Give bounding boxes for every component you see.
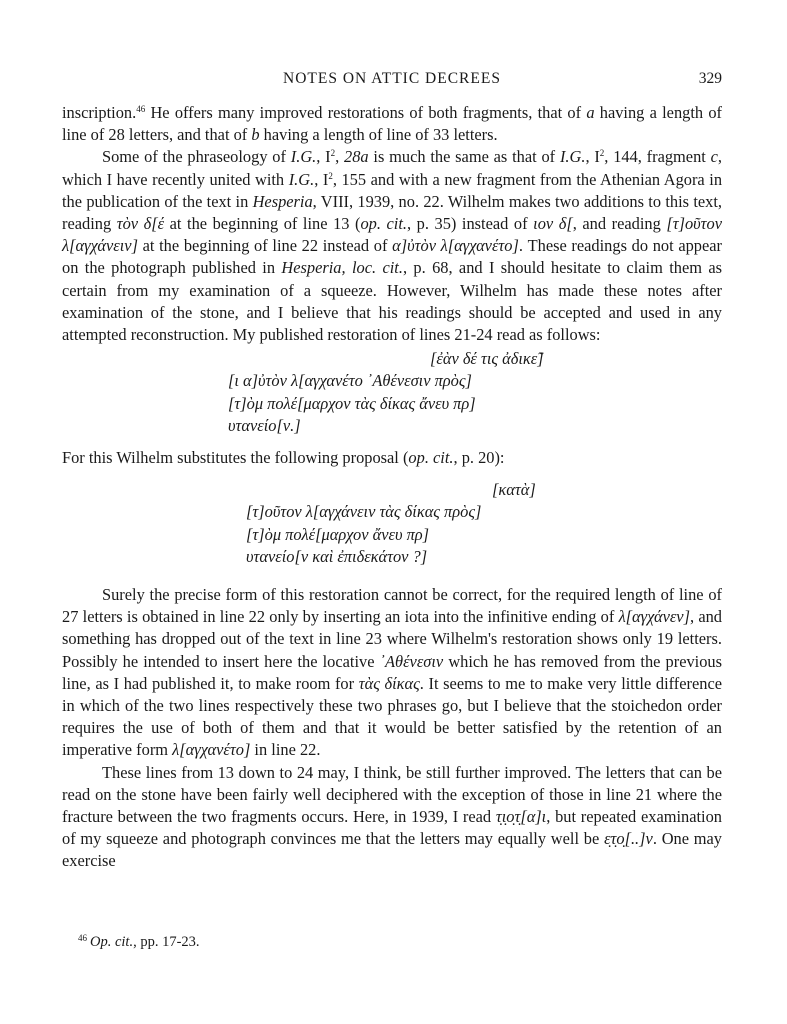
greek-line: υτανείο[ν.] <box>228 415 301 435</box>
footnote-number: 46 <box>78 933 87 943</box>
text-run: , 155 and with a new fragment from the Athenian Agora in the publication of the text in <box>62 169 723 211</box>
text-run: , I <box>316 147 331 167</box>
italic-text: ε̣τ̣ο̣[..]ν <box>604 829 653 849</box>
text-run: He offers many improved restorations of both fragments, that of <box>145 103 587 122</box>
italic-text: ιον δ[ <box>533 214 573 234</box>
italic-text: Hesperia, loc. cit. <box>281 258 403 278</box>
text-run: , 144, fragment <box>604 147 711 167</box>
page-number: 329 <box>698 70 722 87</box>
italic-text: b <box>251 125 260 145</box>
text-run: , and something has dropped out of the text in line 23 where Wilhelm's restoration shows only 19 letters. Possibly he intended to insert here the locative <box>62 607 722 671</box>
text-run: , VIII, 1939, no. 22. Wilhelm makes two additions to this text, reading <box>62 191 722 234</box>
text-run: at the beginning of line 22 instead of <box>137 236 393 256</box>
italic-text: c <box>710 147 718 167</box>
italic-text: op. cit. <box>408 447 454 467</box>
text-run: These lines from 13 down to 24 may, I think, be still further improved. The letters that can be read on the stone have been fairly well deciphered with the exception of those in line 21 where the fracture between the two fragments occurs. Here, in 1939, I read <box>62 762 722 826</box>
footnote-pages: , pp. 17-23. <box>133 934 200 950</box>
text-run: , p. 68, and I should hesitate to claim them as certain from my examination of a squeeze. However, Wilhelm has made these notes after examination of the stone, and I believe that his readings should be accepted and used in any attempted reconstruction. My published restoration of lines 21-24 read as follows: <box>62 258 722 345</box>
text-run: , but repeated examination of my squeeze and photograph convinces me that the letters may equally well be <box>62 806 722 849</box>
italic-text: τ̣ι̣ο̣τ̣[α]ι <box>495 806 547 826</box>
greek-line: [κατὰ] <box>492 480 536 500</box>
paragraph-3 <box>62 447 722 469</box>
italic-text: λ[αγχανέτο] <box>172 740 251 760</box>
greek-line: [ἐὰν δέ τις ἀδικε̃] <box>430 349 544 369</box>
greek-line: [ι α]ὐτὸν λ[αγχανέτο ᾿Αθένεσιν πρὸς] <box>228 371 472 391</box>
text-run: , p. 20): <box>453 447 505 467</box>
italic-text: λ[αγχάνεν] <box>618 607 690 627</box>
greek-restoration-block-2 <box>62 479 722 568</box>
paragraph-5 <box>62 762 722 873</box>
text-run: at the beginning of line 13 ( <box>164 214 361 234</box>
text-run: , I <box>585 147 600 167</box>
text-run: , and reading <box>572 214 667 234</box>
text-run: . It seems to me to make very little difference in which of the two lines respectively these two phrases go, but I believe that the stoichedon order requires the use of both of them and that it would be better satisfied by the retention of an imperative form <box>62 673 723 760</box>
superscript: 2 <box>330 148 336 159</box>
page-header <box>62 70 722 92</box>
italic-text: τὰς δίκας <box>358 673 420 693</box>
italic-text: [τ]οῦτον λ[αγχάνειν] <box>62 214 723 256</box>
running-title: NOTES ON ATTIC DECREES <box>283 70 501 87</box>
paragraph-2 <box>62 146 722 346</box>
footnote-46 <box>78 933 200 951</box>
paragraph-1 <box>62 102 722 146</box>
text-run: . These readings do not appear on the photograph published in <box>62 236 722 278</box>
text-run: , which I have recently united with <box>62 147 723 189</box>
text-run: having a length of line of 28 letters, and that of <box>62 103 722 145</box>
italic-text: Hesperia <box>252 191 313 211</box>
superscript: 46 <box>136 104 146 114</box>
italic-text: τὸν δ[έ <box>116 214 165 234</box>
text-run: is much the same as that of <box>368 147 560 167</box>
text-run: , <box>335 147 345 167</box>
text-run: in line 22. <box>250 740 321 760</box>
italic-text: I.G. <box>559 147 586 167</box>
italic-text: I.G. <box>288 169 315 189</box>
greek-line: υτανείο[ν καὶ ἐπιδεκάτον ?] <box>246 546 428 566</box>
greek-line: [τ]ὸμ πολέ[μαρχον τὰς δίκας ἄνευ πρ] <box>228 393 476 413</box>
text-run: Surely the precise form of this restoration cannot be correct, for the required length of line of 27 letters is obtained in line 22 only by inserting an iota into the infinitive ending of <box>62 584 722 627</box>
text-run: inscription. <box>62 103 137 122</box>
greek-line: [τ]οῦτον λ[αγχάνειν τὰς δίκας πρὸς] <box>246 502 482 522</box>
italic-text: α]ὐτὸν λ[αγχανέτο] <box>392 236 519 256</box>
text-run: , p. 35) instead of <box>407 214 534 234</box>
footnote-citation: Op. cit. <box>90 934 134 950</box>
text-run: which he has removed from the previous line, as I had published it, to make room for <box>62 651 722 693</box>
italic-text: a <box>586 103 595 122</box>
italic-text: 28a <box>344 147 369 167</box>
text-run: Some of the phraseology of <box>102 147 291 167</box>
superscript: 2 <box>328 170 333 181</box>
greek-restoration-block-1 <box>62 348 722 437</box>
body-text <box>62 102 722 873</box>
paragraph-4 <box>62 584 722 762</box>
text-run: For this Wilhelm substitutes the following proposal ( <box>62 447 409 467</box>
text-run: , I <box>314 169 329 189</box>
italic-text: I.G. <box>290 147 317 167</box>
superscript: 2 <box>599 148 605 159</box>
italic-text: ᾿Αθένεσιν <box>379 651 444 671</box>
text-run: . One may exercise <box>62 829 722 871</box>
greek-line: [τ]ὸμ πολέ[μαρχον ἄνευ πρ] <box>246 524 430 544</box>
text-run: having a length of line of 33 letters. <box>259 125 498 145</box>
italic-text: op. cit. <box>360 214 408 234</box>
